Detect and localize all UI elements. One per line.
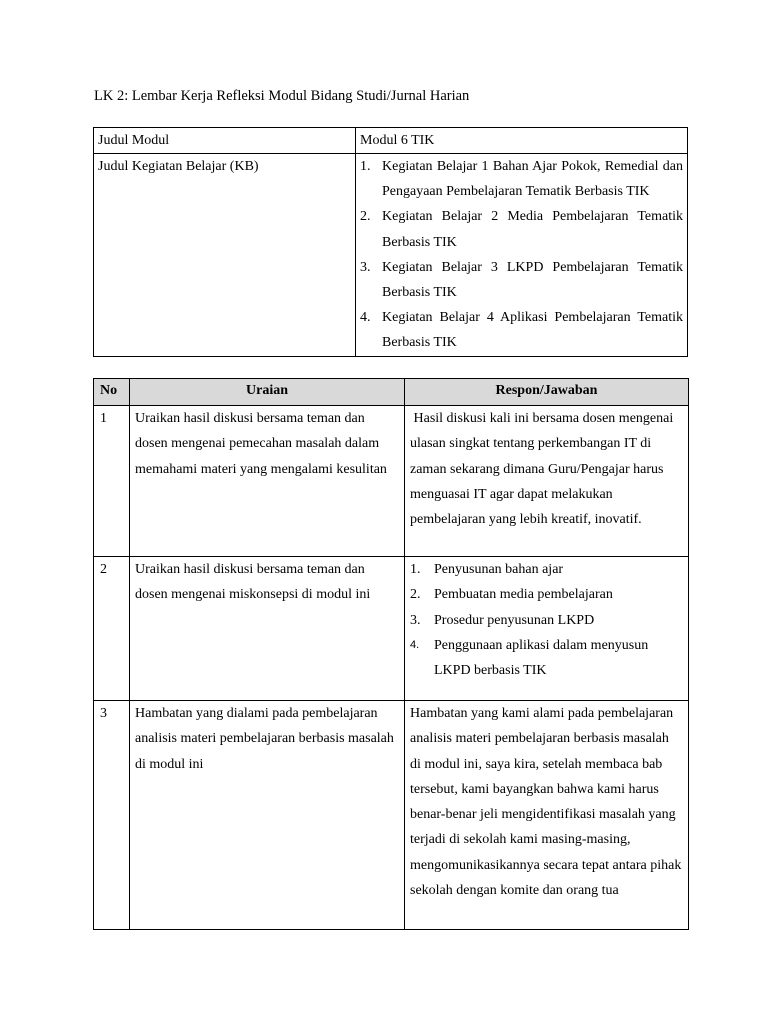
respon-item: 4. Penggunaan aplikasi dalam menyusun LKPD berbasis TIK	[410, 637, 649, 679]
kb-label: Judul Kegiatan Belajar (KB)	[94, 154, 356, 357]
header-no: No	[94, 379, 130, 406]
module-info-table	[93, 127, 688, 357]
kb-item: 4. Kegiatan Belajar 4 Aplikasi Pembelajaran Tematik Berbasis TIK	[360, 310, 683, 351]
module-value: Modul 6 TIK	[356, 128, 688, 154]
row-number: 2	[94, 557, 130, 701]
row-uraian: Uraikan hasil diskusi bersama teman dan dosen mengenai pemecahan masalah dalam memahami materi yang mengalami kesulitan	[130, 406, 405, 557]
row-uraian: Hambatan yang dialami pada pembelajaran analisis materi pembelajaran berbasis masalah di modul ini	[130, 701, 405, 930]
table-row	[94, 557, 689, 701]
respon-item: 3. Prosedur penyusunan LKPD	[410, 612, 595, 628]
kb-item: 2. Kegiatan Belajar 2 Media Pembelajaran Tematik Berbasis TIK	[360, 209, 683, 250]
row-respon: Hasil diskusi kali ini bersama dosen mengenai ulasan singkat tentang perkembangan IT di zaman sekarang dimana Guru/Pengajar harus menguasai IT agar dapat melakukan pembelajaran yang lebih kreatif, inovatif.	[405, 406, 689, 557]
table-row	[94, 701, 689, 930]
reflection-table	[93, 378, 689, 930]
row-number: 1	[94, 406, 130, 557]
row-respon: Hambatan yang kami alami pada pembelajaran analisis materi pembelajaran berbasis masalah di modul ini, saya kira, setelah membaca bab tersebut, kami bayangkan bahwa kami harus benar-benar jeli mengidentifikasi masalah yang terjadi di sekolah kami masing-masing, mengomunikasikannya secara tepat antara pihak sekolah dengan komite dan orang tua	[405, 701, 689, 930]
header-respon: Respon/Jawaban	[405, 379, 689, 406]
header-uraian: Uraian	[130, 379, 405, 406]
table-header-row	[94, 379, 689, 406]
row-number: 3	[94, 701, 130, 930]
kb-value	[356, 154, 688, 357]
module-row	[94, 128, 688, 154]
row-respon	[405, 557, 689, 701]
row-uraian: Uraikan hasil diskusi bersama teman dan dosen mengenai miskonsepsi di modul ini	[130, 557, 405, 701]
respon-list	[410, 557, 683, 683]
kb-row	[94, 154, 688, 357]
kb-item: 3. Kegiatan Belajar 3 LKPD Pembelajaran Tematik Berbasis TIK	[360, 259, 683, 301]
respon-item: 1. Penyusunan bahan ajar	[410, 562, 564, 577]
document-title: LK 2: Lembar Kerja Refleksi Modul Bidang Studi/Jurnal Harian	[94, 88, 470, 104]
kb-item: 1. Kegiatan Belajar 1 Bahan Ajar Pokok, Remedial dan Pengayaan Pembelajaran Tematik Berbasis TIK	[360, 159, 683, 200]
module-label: Judul Modul	[94, 128, 356, 154]
kb-list	[360, 154, 683, 356]
table-row	[94, 406, 689, 557]
respon-item: 2. Pembuatan media pembelajaran	[410, 587, 613, 603]
